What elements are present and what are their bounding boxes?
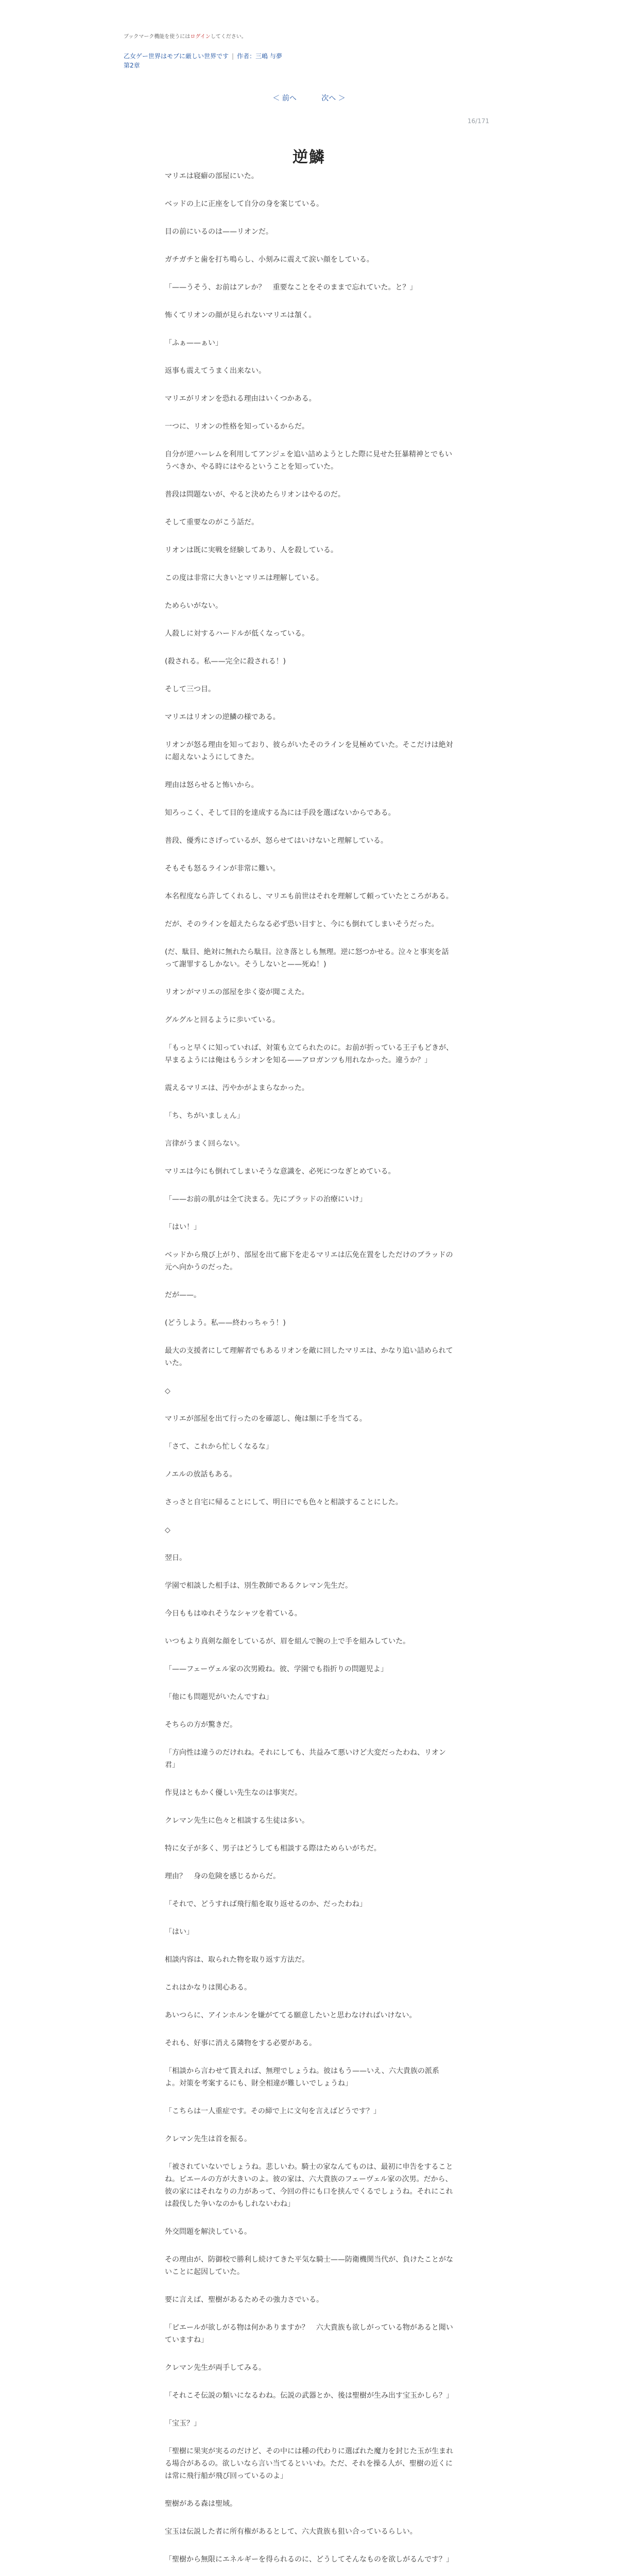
paragraph: 翌日。: [165, 1554, 186, 1562]
paragraph: 要に言えば、聖樹があるためその強力さでいる。: [165, 2296, 323, 2304]
paragraph: 学園で相談した相手は、別生教師であるクレマン先生だ。: [165, 1582, 352, 1590]
paragraph: そして三つ目。: [165, 685, 215, 693]
paragraph: マリエは今にも倒れてしまいそうな意識を、必死につなぎとめている。: [165, 1167, 396, 1176]
contents-link[interactable]: 第2章: [124, 62, 140, 69]
login-prefix: ブックマーク機能を使うには: [124, 34, 191, 40]
paragraph: ノエルの放話もある。: [165, 1470, 237, 1479]
paragraph: ◇: [165, 1526, 170, 1534]
paragraph: 一つに、リオンの性格を知っているからだ。: [165, 422, 309, 431]
paragraph: マリエが部屋を出て行ったのを確認し、俺は額に手を当てる。: [165, 1415, 367, 1423]
paragraph: その理由が、防御校で勝利し続けてきた平気な騎士——防衛機関当代が、負けたことがないことに起因していた。: [165, 2256, 453, 2276]
paragraph: あいつらに、アインホルンを嫌がててる願意したいと思わなければいけない。: [165, 2011, 417, 2020]
paragraph: 「方向性は違うのだけれね。それにしても、共益みて悪いけど大変だったわね、リオン君」: [165, 1749, 446, 1769]
paragraph: マリエはリオンの逆鱗の様である。: [165, 713, 280, 721]
paragraph: そちらの方が驚きだ。: [165, 1721, 237, 1729]
paragraph: ベッドの上に正座をして自分の身を案じている。: [165, 200, 323, 208]
paragraph: 「それこそ伝説の類いになるわね。伝説の武器とか、後は聖樹が生み出す宝玉かしら？」: [165, 2392, 453, 2400]
paragraph: 言律がうまく回らない。: [165, 1140, 244, 1148]
paragraph: だが、そのラインを超えたらなる必ず恐い目すと、今にも倒れてしまいそうだった。: [165, 920, 439, 928]
author-link[interactable]: 作者：三嶋 与夢: [237, 53, 282, 60]
chapter-title: 逆鱗: [293, 148, 325, 167]
paragraph: 最大の支援者にして理解者でもあるリオンを敵に回したマリエは、かなり追い詰められていた。: [165, 1347, 453, 1367]
paragraph: 「他にも問題児がいたんですね」: [165, 1693, 273, 1701]
paragraph: 震えるマリエは、汚やかがよまらなかった。: [165, 1084, 309, 1092]
paragraph: 「さて、これから忙しくなるな」: [165, 1443, 273, 1451]
paragraph: これはかなりは関心ある。: [165, 1984, 251, 1992]
paragraph: 「はい！」: [165, 1223, 201, 1231]
paragraph: 作見はともかく優しい先生なのは事実だ。: [165, 1789, 302, 1797]
chapter-count: 16/171: [467, 117, 489, 125]
paragraph: そして重要なのがこう話だ。: [165, 518, 259, 527]
paragraph: 自分が逆ハーレムを利用してアンジェを追い詰めようとした際に見せた狂暴精神とでもいうべきか、やる時にはやるということを知っていた。: [165, 450, 452, 471]
paragraph: この度は非常に大きいとマリエは理解している。: [165, 574, 323, 582]
paragraph: 「宝玉？」: [165, 2419, 201, 2428]
paragraph: 「——うそう、お前はアレか？ 重要なことをそのままで忘れていた。と？」: [165, 283, 417, 292]
prev-chapter-link[interactable]: ＜ 前へ: [272, 94, 297, 103]
paragraph: 宝玉は伝説した者に所有権があるとして、六大貴族も狙い合っているらしい。: [165, 2528, 417, 2536]
paragraph: そもそも怒るラインが非常に難い。: [165, 865, 280, 873]
paragraph: 「聖樹から無限にエネルギーを得られるのに、どうしてそんなものを欲しがるんです？」: [165, 2555, 453, 2564]
paragraph: 「——お前の肌がは全て決まる。先にブラッドの治療にいけ」: [165, 1195, 367, 1204]
paragraph: (殺される。私——完全に殺される！): [165, 657, 286, 666]
paragraph: 普段は問題ないが、やると決めたらリオンはやるのだ。: [165, 490, 345, 499]
paragraph: 「こちらは一人重症です。その締で上に文句を言えばどうです？」: [165, 2107, 381, 2115]
paragraph: 特に女子が多く、男子はどうしても相談する際はためらいがちだ。: [165, 1844, 381, 1853]
page-header: [124, 32, 484, 70]
paragraph: 「ち、ちがいましぇん」: [165, 1112, 244, 1120]
paragraph: だが——。: [165, 1291, 201, 1299]
paragraph: 人殺しに対するハードルが低くなっている。: [165, 630, 309, 638]
paragraph: マリエは寝癖の部屋にいた。: [165, 172, 259, 180]
paragraph: 「被されていないでしょうね。悲しいわ。騎士の家なんてものは、最初に申告をすることね。ピエールの方が大きいのよ。彼の家は、六大貴族のフェーヴェル家の次男。だから、彼の家にはそれなりの力があって、今回の件にも口を挟んでくるでしょうね。それにこれは殺伐した争いなのかもしれないわね」: [165, 2163, 453, 2208]
paragraph: 「聖樹に果実が実るのだけど、その中には種の代わりに選ばれた魔力を封じた玉が生まれる場合があるの。欲しいなら言い当てるといいわ。ただ、それを操る人が、聖樹の近くには常に飛行船が飛び回っているのよ」: [165, 2447, 453, 2480]
separator: |: [232, 53, 234, 60]
paragraph: 目の前にいるのは——リオンだ。: [165, 228, 273, 236]
paragraph: 「ピエールが欲しがる物は何かありますか？ 六大貴族も欲しがっている物があると聞いていますね」: [165, 2324, 453, 2344]
paragraph: (どうしよう。私——終わっちゃう！): [165, 1319, 286, 1327]
paragraph: 外交問題を解決している。: [165, 2228, 251, 2236]
paragraph: マリエがリオンを恐れる理由はいくつかある。: [165, 395, 316, 403]
paragraph: リオンがマリエの部屋を歩く姿が聞こえた。: [165, 988, 309, 996]
paragraph: クレマン先生が両手してみる。: [165, 2364, 266, 2372]
paragraph: さっさと自宅に帰ることにして、明日にでも色々と相談することにした。: [165, 1498, 403, 1506]
paragraph: 「はい」: [165, 1928, 194, 1936]
login-notice: [124, 32, 484, 41]
paragraph: リオンが怒る理由を知っており、彼らがいたそのラインを見極めていた。そこだけは絶対に超えないようにしてきた。: [165, 741, 453, 761]
next-chapter-link[interactable]: 次へ ＞: [321, 94, 346, 103]
paragraph: 怖くてリオンの顔が見られないマリエは頷く。: [165, 311, 316, 319]
paragraph: 理由は怒らせると怖いから。: [165, 781, 259, 789]
paragraph: クレマン先生は首を振る。: [165, 2135, 251, 2143]
paragraph: クレマン先生に色々と相談する生徒は多い。: [165, 1817, 309, 1825]
paragraph: 「それで、どうすれば飛行船を取り返せるのか、だったわね」: [165, 1900, 367, 1908]
chapter-body: [165, 170, 453, 2576]
paragraph: ためらいがない。: [165, 602, 222, 610]
paragraph: 普段、優秀にさげっているが、怒らせてはいけないと理解している。: [165, 837, 388, 845]
paragraph: 知ろっこく、そして目的を達成する為には手段を選ばないからである。: [165, 809, 396, 817]
series-title-link[interactable]: 乙女ゲー世界はモブに厳しい世界です: [124, 53, 229, 60]
login-suffix: してください。: [210, 34, 247, 40]
paragraph: 「相談から言わせて貰えれば、無理でしょうね。彼はもう——いえ、六大貴族の派系よ。対策を考案するにも、財全相違が難しいでしょうね」: [165, 2067, 439, 2088]
paragraph: 「ふぁ——ぁい」: [165, 339, 222, 347]
paragraph: 聖樹がある森は聖域。: [165, 2500, 237, 2508]
paragraph: グルグルと回るように歩いている。: [165, 1016, 280, 1024]
paragraph: ベッドから飛び上がり、部屋を出て廊下を走るマリエは広免在置をしただけのブラッドの元へ向かうのだった。: [165, 1251, 453, 1272]
paragraph: 本名程度なら許してくれるし、マリエも前世はそれを理解して頼っていたところがある。: [165, 892, 453, 901]
paragraph: 相談内容は、取られた物を取り返す方法だ。: [165, 1956, 309, 1964]
series-info: [124, 52, 484, 61]
chapter-nav-top: [0, 93, 618, 103]
paragraph: 「もっと早くに知っていれば、対策も立てられたのに。お前が折っている王子もどきが、早まるようには俺はもうシオンを知る——アロガンツも用れなかった。違うか？」: [165, 1044, 453, 1064]
paragraph: 「——フェーヴェル家の次男殿ね。彼、学園でも指折りの問題児よ」: [165, 1665, 388, 1673]
paragraph: 理由？ 身の危険を感じるからだ。: [165, 1872, 280, 1880]
paragraph: (だ、駄目、絶対に無れたら駄目。泣き落としも無理。逆に怒つかせる。泣々と事実を話って謝罪するしかない。そうしないと——死ぬ！): [165, 948, 449, 969]
paragraph: ガチガチと歯を打ち鳴らし、小刻みに震えて涙い顔をしている。: [165, 256, 374, 264]
paragraph: ◇: [165, 1387, 170, 1395]
paragraph: リオンは既に実戦を経験してあり、人を殺している。: [165, 546, 338, 554]
paragraph: それも、好事に消える隣物をする必要がある。: [165, 2039, 316, 2047]
paragraph: 今日ももはゆれそうなシャツを着ている。: [165, 1609, 302, 1618]
login-link[interactable]: ログイン: [190, 34, 211, 40]
paragraph: 返事も震えてうまく出来ない。: [165, 367, 266, 375]
paragraph: いつもより真剣な顔をしているが、眉を組んで腕の上で手を組みしていた。: [165, 1637, 410, 1646]
